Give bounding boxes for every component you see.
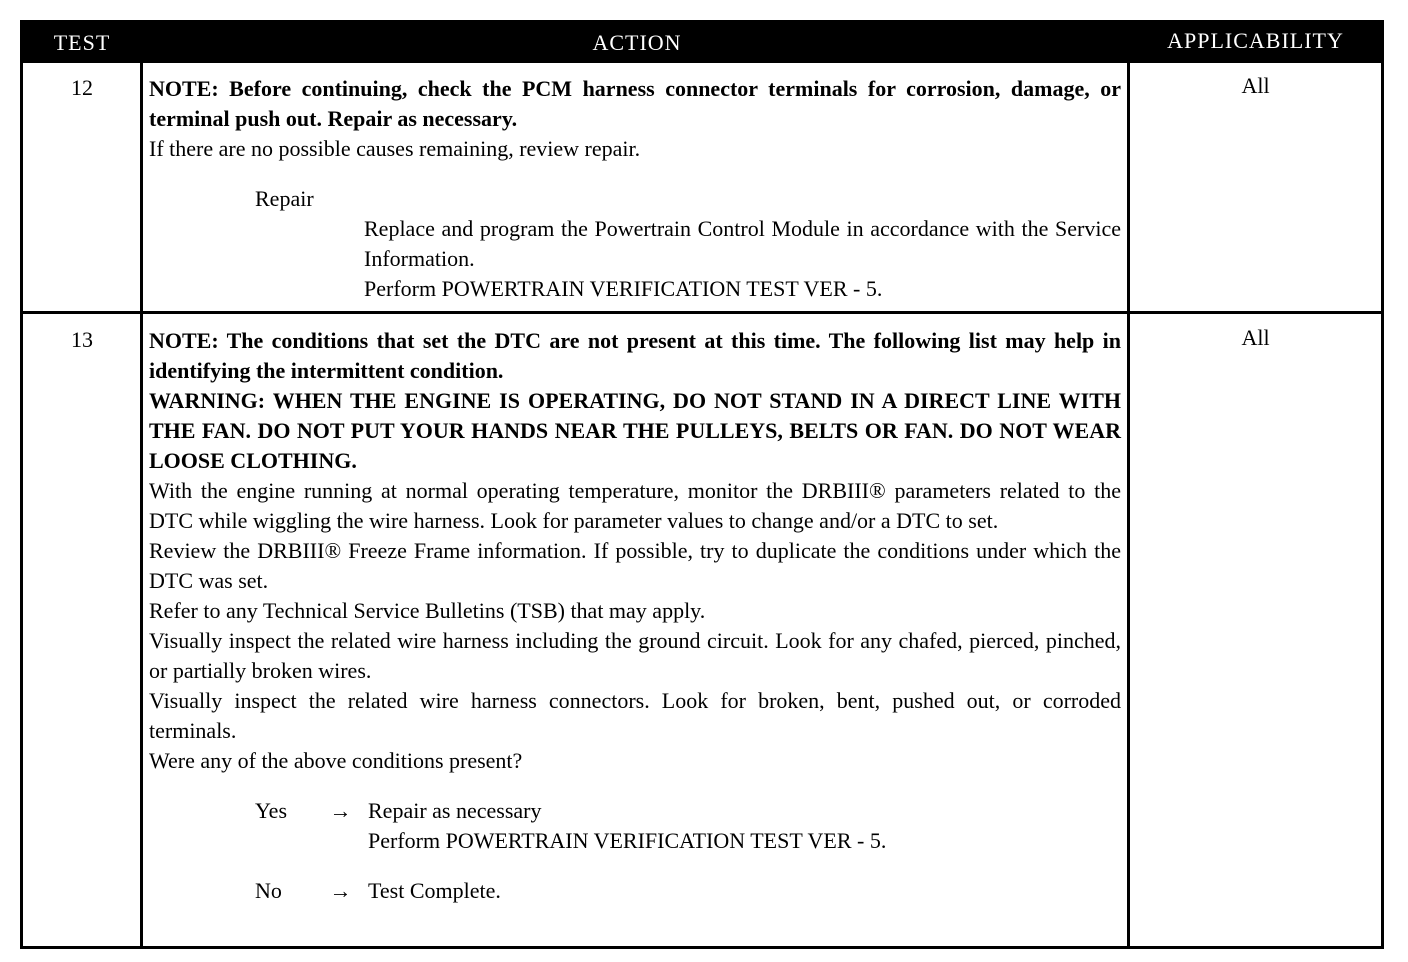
column-divider (140, 63, 143, 949)
column-divider (1127, 63, 1130, 949)
header-action: ACTION (592, 30, 682, 55)
no-choice (149, 876, 1121, 906)
no-label: No (255, 878, 282, 903)
step-text: Visually inspect the related wire harness including the ground circuit. Look for any chafed, pierced, pinched, or partially broken wires. (149, 628, 1121, 683)
no-result: Test Complete. (368, 878, 501, 903)
step-text: Visually inspect the related wire harness connectors. Look for broken, bent, pushed out, or corroded terminals. (149, 688, 1121, 743)
test-number: 13 (71, 327, 93, 352)
yes-result: Perform POWERTRAIN VERIFICATION TEST VER - 5. (368, 828, 887, 853)
test-number: 12 (71, 75, 93, 100)
repair-text: Perform POWERTRAIN VERIFICATION TEST VER - 5. (364, 276, 883, 301)
table-header (23, 23, 1381, 63)
arrow-right-icon: → (329, 798, 352, 823)
procedure-table (20, 20, 1384, 949)
action-text: If there are no possible causes remaining, review repair. (149, 136, 641, 161)
yes-choice (149, 796, 1121, 826)
note-text: NOTE: The conditions that set the DTC are not present at this time. The following list may help in identifying the intermittent condition. (149, 328, 1121, 383)
header-test: TEST (53, 30, 111, 55)
header-applicability: APPLICABILITY (1167, 28, 1344, 53)
step-text: With the engine running at normal operating temperature, monitor the DRBIII® parameters related to the DTC while wiggling the wire harness. Look for parameter values to change and/or a DTC to set. (149, 478, 1121, 533)
step-text: Review the DRBIII® Freeze Frame information. If possible, try to duplicate the conditions under which the DTC was set. (149, 538, 1121, 593)
yes-result: Repair as necessary (368, 798, 542, 823)
action-cell (149, 74, 1121, 304)
note-text: NOTE: Before continuing, check the PCM harness connector terminals for corrosion, damage, or terminal push out. Repair as necessary. (149, 76, 1121, 131)
step-text: Refer to any Technical Service Bulletins (TSB) that may apply. (149, 598, 706, 623)
action-cell (149, 326, 1121, 906)
row-divider (23, 311, 1381, 314)
applicability-value: All (1241, 73, 1270, 98)
step-text: Were any of the above conditions present? (149, 748, 523, 773)
applicability-value: All (1241, 325, 1270, 350)
yes-label: Yes (255, 798, 288, 823)
repair-text: Replace and program the Powertrain Control Module in accordance with the Service Information. (364, 216, 1121, 271)
arrow-right-icon: → (329, 878, 352, 903)
warning-text: WARNING: WHEN THE ENGINE IS OPERATING, DO NOT STAND IN A DIRECT LINE WITH THE FAN. DO NOT PUT YOUR HANDS NEAR THE PULLEYS, BELTS OR FAN. DO NOT WEAR LOOSE CLOTHING. (149, 388, 1121, 473)
repair-label: Repair (255, 186, 314, 211)
